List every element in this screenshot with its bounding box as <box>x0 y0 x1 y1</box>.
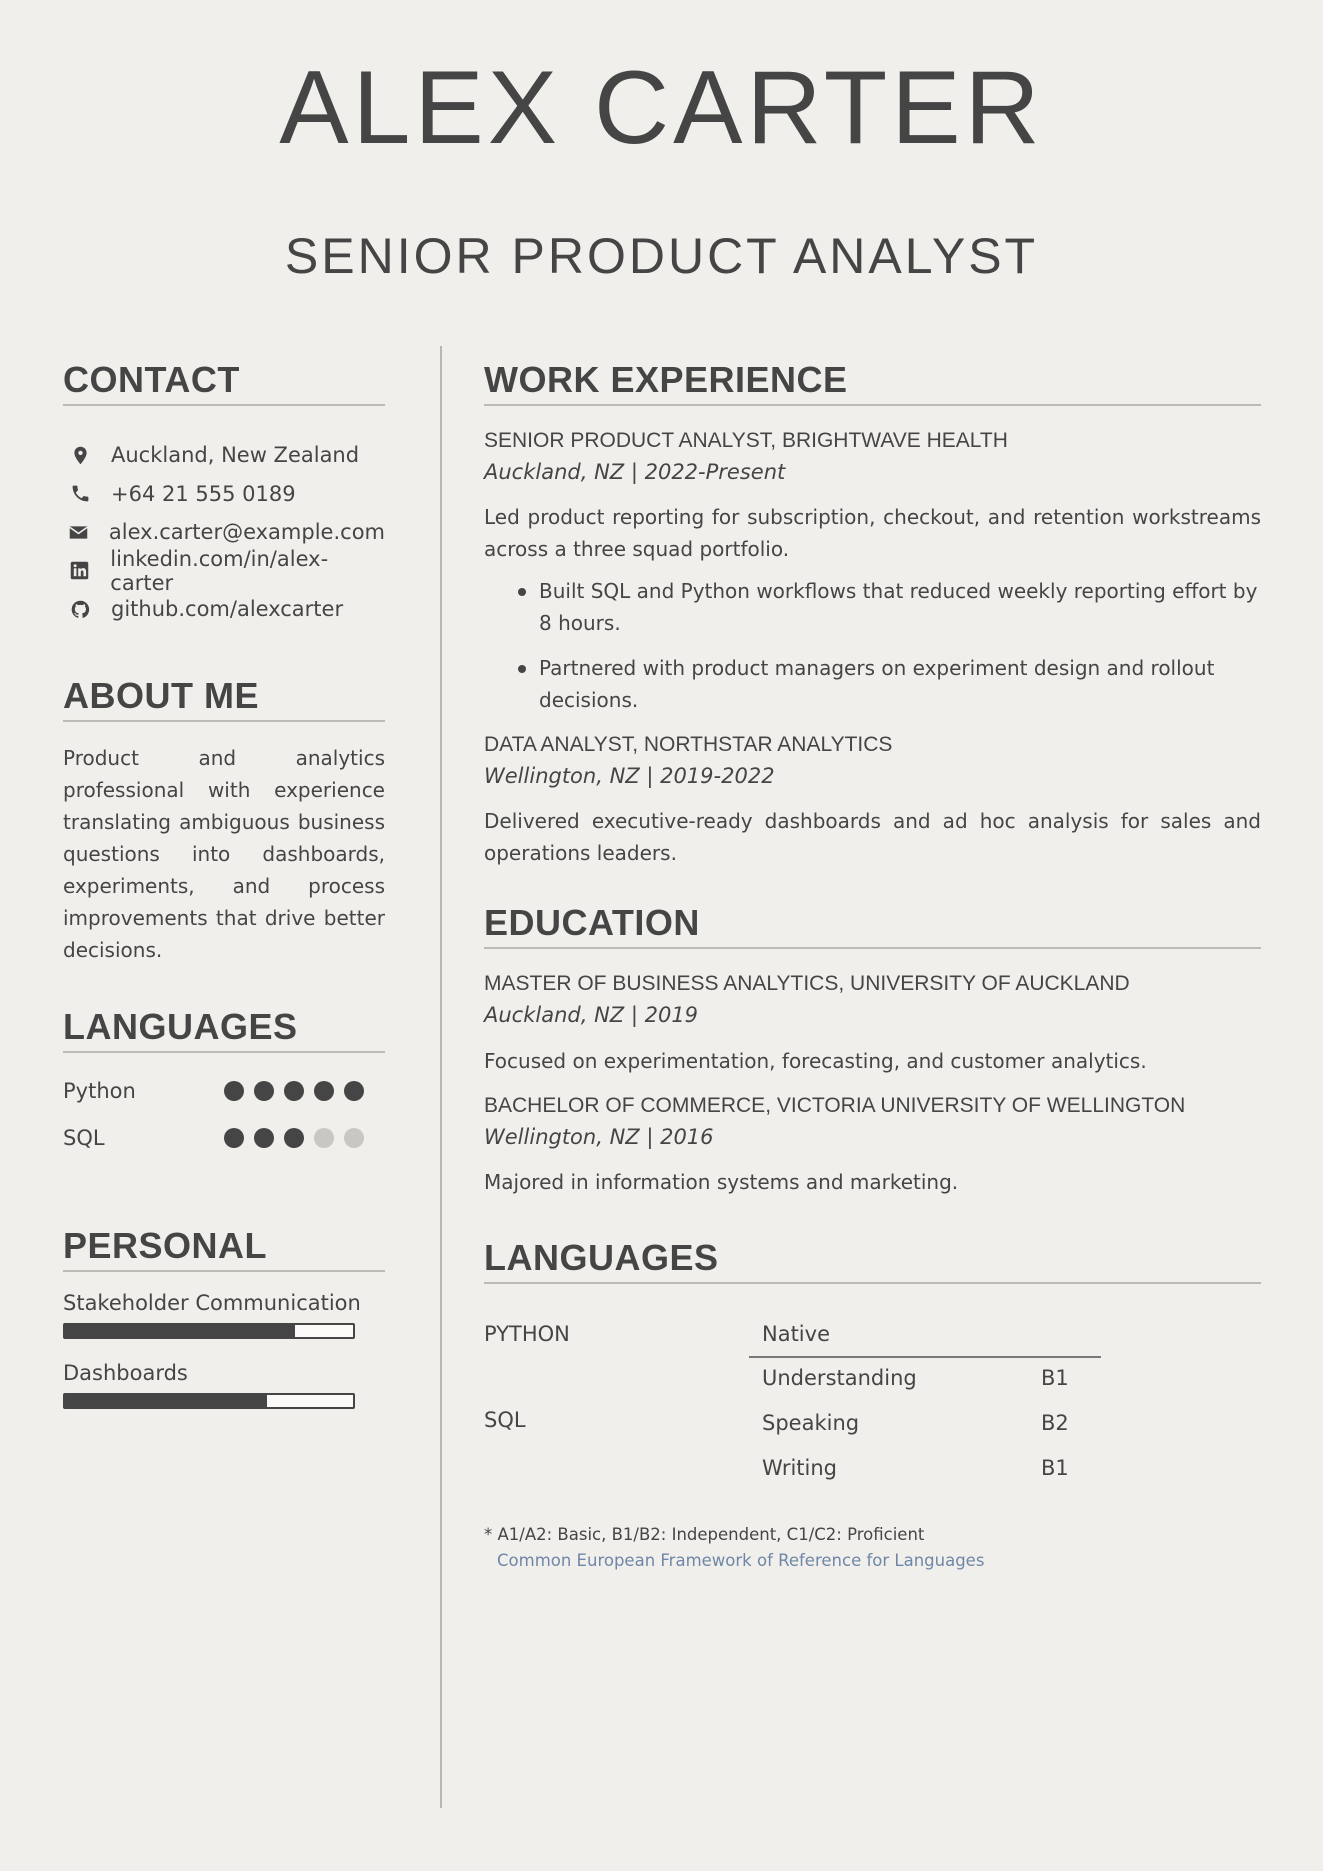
contact-phone-text: +64 21 555 0189 <box>111 481 296 506</box>
job-description: Delivered executive-ready dashboards and ad hoc analysis for sales and operations leaders. <box>484 809 1261 866</box>
main-languages-title: LANGUAGES <box>484 1240 1261 1284</box>
about-text: Product and analytics professional with experience translating ambiguous business questions into dashboards, experiments, and process improvements that drive better decisions. <box>63 745 385 962</box>
language-row-sql <box>63 1115 385 1162</box>
contact-phone[interactable] <box>63 475 385 514</box>
language-row-python <box>63 1068 385 1115</box>
contact-github-text: github.com/alexcarter <box>111 597 344 622</box>
cefr-scale-note: * A1/A2: Basic, B1/B2: Independent, C1/C2: Proficient <box>484 1524 925 1544</box>
skill-bar-fill <box>65 1325 295 1337</box>
job-bullets <box>484 575 1261 716</box>
language-table <box>484 1312 1261 1502</box>
contact-list <box>63 436 385 629</box>
language-footnote <box>484 1522 1261 1575</box>
rating-dot-filled <box>224 1128 244 1148</box>
location-pin-icon <box>63 445 97 466</box>
contact-email[interactable] <box>63 513 385 552</box>
degree-meta: Wellington, NZ | 2016 <box>484 1124 714 1149</box>
language-level-python: Native <box>762 1321 830 1346</box>
github-icon <box>63 599 97 620</box>
personal-skills <box>63 1291 385 1409</box>
rating-dot-filled <box>314 1081 334 1101</box>
degree-description: Majored in information systems and marketing. <box>484 1169 959 1194</box>
job-meta: Wellington, NZ | 2019-2022 <box>484 764 775 789</box>
contact-location <box>63 436 385 475</box>
degree-title: MASTER OF BUSINESS ANALYTICS, UNIVERSITY OF AUCKLAND <box>484 972 1130 996</box>
about-title: ABOUT ME <box>63 678 385 722</box>
sql-skill-level: B2 <box>1041 1410 1069 1435</box>
contact-github[interactable] <box>63 590 385 629</box>
main-column <box>484 359 1261 1575</box>
resume-name: ALEX CARTER <box>279 50 1044 166</box>
linkedin-icon <box>63 560 96 581</box>
language-table-rule <box>749 1356 1101 1358</box>
sidebar-languages-title: LANGUAGES <box>63 1009 385 1053</box>
education-entry <box>484 1095 1261 1198</box>
degree-title: BACHELOR OF COMMERCE, VICTORIA UNIVERSITY OF WELLINGTON <box>484 1093 1186 1117</box>
cefr-link[interactable]: Common European Framework of Reference for Languages <box>497 1551 985 1571</box>
skill-bar <box>63 1323 355 1339</box>
rating-dot-filled <box>284 1128 304 1148</box>
contact-linkedin[interactable] <box>63 546 385 595</box>
rating-dot-filled <box>254 1081 274 1101</box>
language-rating <box>224 1081 374 1101</box>
degree-description: Focused on experimentation, forecasting, and customer analytics. <box>484 1048 1147 1073</box>
phone-icon <box>63 483 97 504</box>
education-title: EDUCATION <box>484 905 1261 949</box>
rating-dot-empty <box>344 1128 364 1148</box>
column-divider <box>440 346 442 1808</box>
email-icon <box>63 522 95 543</box>
contact-linkedin-text: linkedin.com/in/alex-carter <box>110 546 329 595</box>
rating-dot-empty <box>314 1128 334 1148</box>
skill-bar-fill <box>65 1395 267 1407</box>
language-name: SQL <box>63 1126 105 1150</box>
job-bullet: Partnered with product managers on experiment design and rollout decisions. <box>484 652 1261 716</box>
degree-meta: Auckland, NZ | 2019 <box>484 1003 699 1028</box>
job-entry <box>484 734 1261 869</box>
contact-email-text: alex.carter@example.com <box>108 520 385 545</box>
sql-skill-name: Understanding <box>762 1365 917 1390</box>
sql-skill-level: B1 <box>1041 1455 1069 1480</box>
job-meta: Auckland, NZ | 2022-Present <box>484 460 786 484</box>
rating-dot-filled <box>254 1128 274 1148</box>
sidebar <box>63 359 385 1409</box>
rating-dot-filled <box>284 1081 304 1101</box>
resume-role: SENIOR PRODUCT ANALYST <box>284 228 1039 284</box>
personal-title: PERSONAL <box>63 1228 385 1272</box>
language-label-sql: SQL <box>484 1407 526 1432</box>
job-bullet: Built SQL and Python workflows that reduced weekly reporting effort by 8 hours. <box>484 575 1261 639</box>
skill-label: Dashboards <box>63 1360 188 1385</box>
sql-skill-name: Writing <box>762 1455 837 1480</box>
sql-skill-level: B1 <box>1041 1365 1069 1390</box>
job-title: SENIOR PRODUCT ANALYST, BRIGHTWAVE HEALTH <box>484 429 1008 452</box>
rating-dot-filled <box>224 1081 244 1101</box>
job-description: Led product reporting for subscription, checkout, and retention workstreams across a three squad portfolio. <box>484 505 1261 562</box>
language-rating <box>224 1128 374 1148</box>
contact-location-text: Auckland, New Zealand <box>111 443 360 468</box>
sql-skill-name: Speaking <box>762 1410 860 1435</box>
skill-bar <box>63 1393 355 1409</box>
rating-dot-filled <box>344 1081 364 1101</box>
language-name: Python <box>63 1079 136 1103</box>
contact-title: CONTACT <box>63 362 385 406</box>
sidebar-languages-list <box>63 1068 385 1162</box>
job-entry <box>484 430 1261 716</box>
job-title: DATA ANALYST, NORTHSTAR ANALYTICS <box>484 733 893 757</box>
work-experience-title: WORK EXPERIENCE <box>484 362 1261 406</box>
education-entry <box>484 973 1261 1076</box>
language-label-python: PYTHON <box>484 1321 570 1346</box>
skill-label: Stakeholder Communication <box>63 1290 361 1315</box>
